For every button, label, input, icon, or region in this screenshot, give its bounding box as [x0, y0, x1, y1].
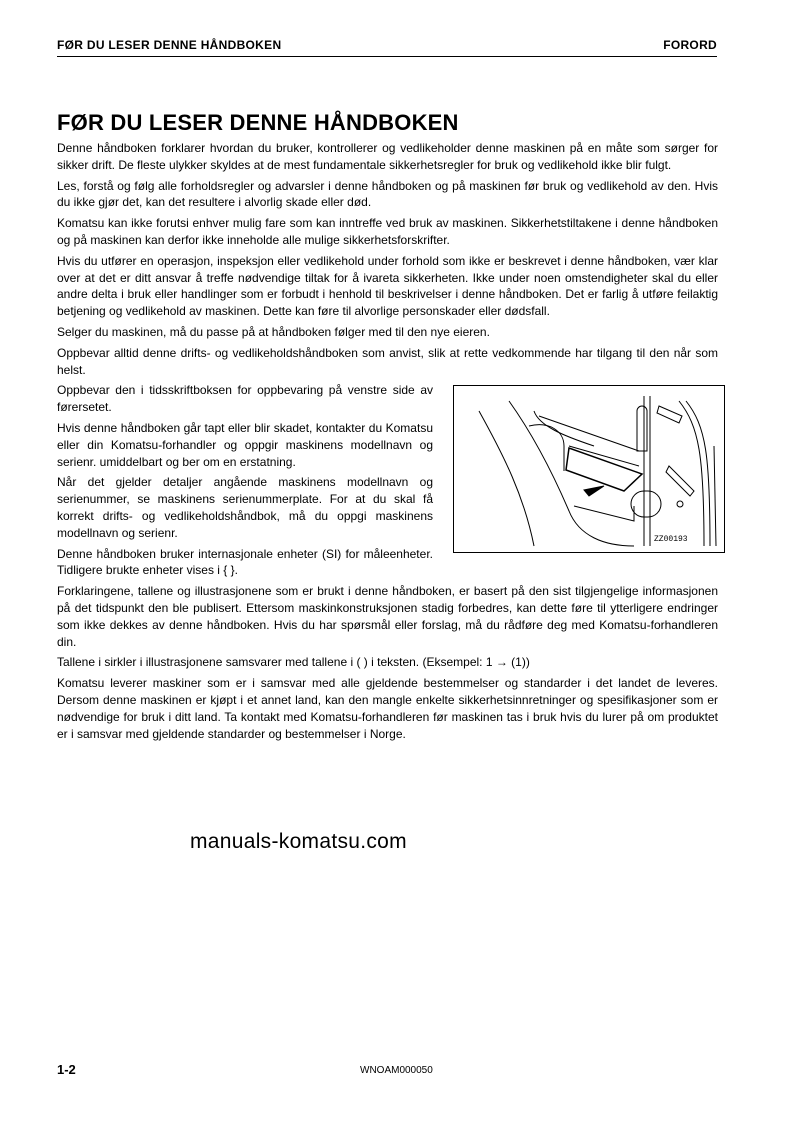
page-number: 1-2: [57, 1062, 76, 1077]
figure-code: ZZ00193: [654, 535, 688, 545]
paragraph: Oppbevar den i tidsskriftboksen for oppbevaring på venstre side av førersetet.: [57, 383, 433, 415]
page-title: FØR DU LESER DENNE HÅNDBOKEN: [57, 110, 459, 135]
paragraph: Komatsu kan ikke forutsi enhver mulig fare som kan inntreffe ved bruk av maskinen. Sikkerhetstiltakene i denne håndboken og på maskinen kan derfor ikke inneholde alle mulige sikkerhetsforskrifter.: [57, 216, 718, 247]
running-header: [57, 38, 717, 57]
watermark: manuals-komatsu.com: [190, 830, 407, 853]
paragraph: Hvis du utfører en operasjon, inspeksjon eller vedlikehold under forhold som ikke er beskrevet i denne håndboken, vær klar over at det er ditt ansvar å treffe nødvendige tiltak for å ivareta sikkerheten. Ikke under noen omstendigheter skal du eller andre delta i bruk eller handlinger som er forbudt i henhold til beskrivelser i denne håndboken. Det er farlig å utføre feilaktig betjening og vedlikehold av maskinen. Dette kan føre til alvorlige personskader eller dødsfall.: [57, 253, 718, 319]
paragraph: Når det gjelder detaljer angående maskinens modellnavn og serienummer, se maskinens serienummerplate. For at du skal få korrekt drifts- og vedlikeholdshåndbok, må du oppgi maskinens modellnavn og serienr.: [57, 475, 433, 540]
paragraph: Denne håndboken forklarer hvordan du bruker, kontrollerer og vedlikeholder denne maskinen på en måte som sørger for sikker drift. De fleste ulykker skyldes at de mest fundamentale sikkerhetsregler for bruk og vedlikehold ikke blir fulgt.: [57, 141, 718, 172]
paragraph: Forklaringene, tallene og illustrasjonene som er brukt i denne håndboken, er basert på den sist tilgjengelige informasjonen på det tidspunkt den ble publisert. Ettersom maskinkonstruksjonen stadig forbedres, kan dette føre til ytterligere endringer som ikke dekkes av denne håndboken. Hvis du har spørsmål eller forslag, må du rådføre deg med Komatsu-forhandleren din.: [57, 584, 718, 649]
paragraph: Selger du maskinen, må du passe på at håndboken følger med til den nye eieren.: [57, 324, 490, 339]
header-section-title: FØR DU LESER DENNE HÅNDBOKEN: [57, 38, 282, 52]
paragraph: Les, forstå og følg alle forholdsregler og advarsler i denne håndboken og på maskinen før bruk og vedlikehold av den. Hvis du ikke gjør det, kan det resultere i alvorlig skade eller død.: [57, 178, 718, 210]
body-text: [57, 140, 718, 746]
paragraph: Tallene i sirkler i illustrasjonene samsvarer med tallene i ( ) i teksten. (Eksempel: 1 → (1)): [57, 655, 530, 670]
paragraph: Oppbevar alltid denne drifts- og vedlikeholdshåndboken som anvist, slik at rette vedkommende har tilgang til den når som helst.: [57, 345, 718, 377]
paragraph: Hvis denne håndboken går tapt eller blir skadet, kontakter du Komatsu eller din Komatsu-forhandler og oppgir maskinens modellnavn og serienr. umiddelbart og ber om en erstatning.: [57, 420, 433, 469]
paragraph: Komatsu leverer maskiner som er i samsvar med alle gjeldende bestemmelser og standarder i det landet de leveres. Dersom denne maskinen er kjøpt i et annet land, kan den mangle enkelte sikkerhetsinnretninger og spesifikasjoner som er nødvendige for bruk i ditt land. Ta kontakt med Komatsu-forhandleren før maskinen tas i bruk hvis du lurer på om produktet er i samsvar med gjeldende standarder og bestemmelser i Norge.: [57, 676, 718, 741]
header-chapter: FORORD: [663, 38, 717, 52]
illustration-storage-box: [453, 385, 725, 553]
document-code: WNOAM000050: [360, 1065, 433, 1076]
paragraph: Denne håndboken bruker internasjonale enheter (SI) for måleenheter. Tidligere brukte enheter vises i { }.: [57, 546, 433, 578]
